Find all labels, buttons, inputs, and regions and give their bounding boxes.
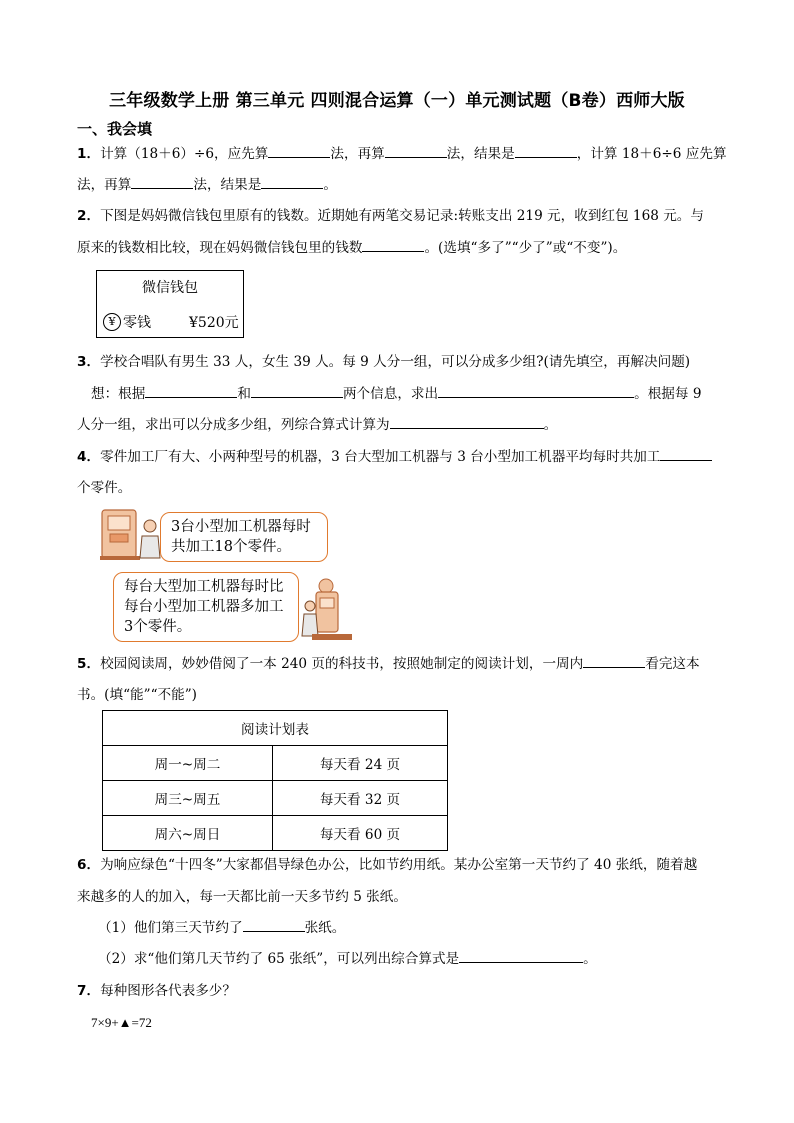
wallet-box bbox=[96, 270, 244, 338]
reading-plan-table bbox=[102, 710, 448, 851]
question-1-line-2 bbox=[77, 175, 337, 195]
question-text: 人分一组，求出可以分成多少组，列综合算式计算为 bbox=[77, 417, 390, 433]
answer-blank[interactable] bbox=[390, 415, 544, 429]
table-row bbox=[103, 816, 448, 851]
question-text: 个零件。 bbox=[77, 480, 132, 496]
question-text: 法，结果是 bbox=[446, 146, 515, 162]
wallet-title: 微信钱包 bbox=[142, 280, 198, 296]
question-6-line-2 bbox=[77, 887, 407, 907]
question-text: 校园阅读周，妙妙借阅了一本 240 页的科技书，按照她制定的阅读计划，一周内 bbox=[100, 656, 584, 672]
question-6-line-1 bbox=[77, 855, 697, 875]
question-text: 为响应绿色“十四冬”大家都倡导绿色办公，比如节约用纸。某办公室第一天节约了 40 张纸，随着越 bbox=[100, 857, 698, 873]
question-4-line-2 bbox=[77, 478, 131, 498]
table-title: 阅读计划表 bbox=[103, 711, 448, 746]
question-text: 书。(填“能”“不能”) bbox=[77, 687, 197, 703]
table-row bbox=[103, 711, 448, 746]
question-number: 5． bbox=[77, 656, 101, 672]
question-text: 两个信息，求出 bbox=[342, 386, 439, 402]
question-number: 7． bbox=[77, 983, 101, 999]
yuan-coin-icon: ¥ bbox=[103, 313, 121, 331]
question-text: 张纸。 bbox=[304, 920, 346, 936]
answer-blank[interactable] bbox=[385, 144, 447, 158]
table-row bbox=[103, 781, 448, 816]
question-number: 1． bbox=[77, 146, 101, 162]
question-5-line-2 bbox=[77, 685, 197, 705]
question-text: 零件加工厂有大、小两种型号的机器，3 台大型加工机器与 3 台小型加工机器平均每时共加工 bbox=[100, 449, 661, 465]
wallet-amount: ¥520元 bbox=[189, 315, 239, 331]
question-2-line-2 bbox=[77, 238, 626, 258]
question-text: 每种图形各代表多少？ bbox=[100, 983, 236, 999]
question-text: 计算（18＋6）÷6，应先算 bbox=[100, 146, 269, 162]
answer-blank[interactable] bbox=[583, 654, 645, 668]
question-text: 。根据每 9 bbox=[634, 386, 702, 402]
question-7-line-1 bbox=[77, 981, 236, 1001]
answer-blank[interactable] bbox=[268, 144, 330, 158]
question-6-sub-1 bbox=[98, 918, 345, 938]
question-3-line-1 bbox=[77, 352, 690, 372]
question-text: 法，结果是 bbox=[193, 177, 262, 193]
table-row bbox=[103, 746, 448, 781]
question-3-line-2 bbox=[91, 384, 701, 404]
answer-blank[interactable] bbox=[261, 175, 323, 189]
question-text: 想：根据 bbox=[91, 386, 146, 402]
question-text: 。 bbox=[583, 951, 597, 967]
question-text: 法，再算 bbox=[77, 177, 132, 193]
answer-blank[interactable] bbox=[251, 384, 343, 398]
table-cell: 周三~周五 bbox=[103, 781, 273, 816]
answer-blank[interactable] bbox=[438, 384, 634, 398]
question-6-sub-2 bbox=[98, 949, 597, 969]
answer-blank[interactable] bbox=[660, 447, 712, 461]
speech-bubble-small-machines: 3台小型加工机器每时共加工18个零件。 bbox=[160, 512, 328, 562]
equation: 7×9+▲=72 bbox=[91, 1015, 152, 1030]
answer-blank[interactable] bbox=[362, 238, 424, 252]
question-text: （1）他们第三天节约了 bbox=[98, 920, 243, 936]
answer-blank[interactable] bbox=[145, 384, 237, 398]
question-text: 法，再算 bbox=[330, 146, 385, 162]
speech-bubble-large-machines: 每台大型加工机器每时比每台小型加工机器多加工3个零件。 bbox=[113, 572, 299, 642]
wallet-label: 零钱 bbox=[123, 315, 151, 331]
question-text: （2）求“他们第几天节约了 65 张纸”，可以列出综合算式是 bbox=[98, 951, 460, 967]
answer-blank[interactable] bbox=[131, 175, 193, 189]
question-number: 4． bbox=[77, 449, 101, 465]
question-text: 。(选填“多了”“少了”或“不变”)。 bbox=[424, 240, 627, 256]
table-cell: 每天看 32 页 bbox=[273, 781, 448, 816]
question-text: 下图是妈妈微信钱包里原有的钱数。近期她有两笔交易记录:转账支出 219 元，收到红包 168 元。与 bbox=[100, 208, 704, 224]
section-heading: 一、我会填 bbox=[77, 120, 153, 138]
question-text: ，计算 18＋6÷6 应先算 bbox=[576, 146, 727, 162]
question-number: 6． bbox=[77, 857, 101, 873]
question-text: 来越多的人的加入，每一天都比前一天多节约 5 张纸。 bbox=[77, 889, 407, 905]
question-text: 原来的钱数相比较，现在妈妈微信钱包里的钱数 bbox=[77, 240, 363, 256]
question-text: 。 bbox=[543, 417, 558, 433]
question-text: 。 bbox=[323, 177, 337, 193]
table-cell: 每天看 24 页 bbox=[273, 746, 448, 781]
machine-worker-illustration bbox=[100, 506, 166, 562]
question-2-line-1 bbox=[77, 206, 704, 226]
question-number: 3． bbox=[77, 354, 101, 370]
question-3-line-3 bbox=[77, 415, 557, 435]
question-text: 看完这本 bbox=[645, 656, 700, 672]
table-cell: 周一~周二 bbox=[103, 746, 273, 781]
table-cell: 每天看 60 页 bbox=[273, 816, 448, 851]
question-4-line-1 bbox=[77, 447, 712, 467]
question-1-line-1 bbox=[77, 144, 727, 164]
answer-blank[interactable] bbox=[243, 918, 305, 932]
question-text: 和 bbox=[237, 386, 251, 402]
page-title: 三年级数学上册 第三单元 四则混合运算（一）单元测试题（B卷）西师大版 bbox=[109, 91, 685, 111]
answer-blank[interactable] bbox=[459, 949, 583, 963]
machine-worker-illustration bbox=[300, 576, 356, 644]
answer-blank[interactable] bbox=[515, 144, 577, 158]
question-number: 2． bbox=[77, 208, 101, 224]
question-5-line-1 bbox=[77, 654, 700, 674]
question-text: 学校合唱队有男生 33 人，女生 39 人。每 9 人分一组，可以分成多少组?(请先填空，再解决问题) bbox=[100, 354, 691, 370]
table-cell: 周六~周日 bbox=[103, 816, 273, 851]
